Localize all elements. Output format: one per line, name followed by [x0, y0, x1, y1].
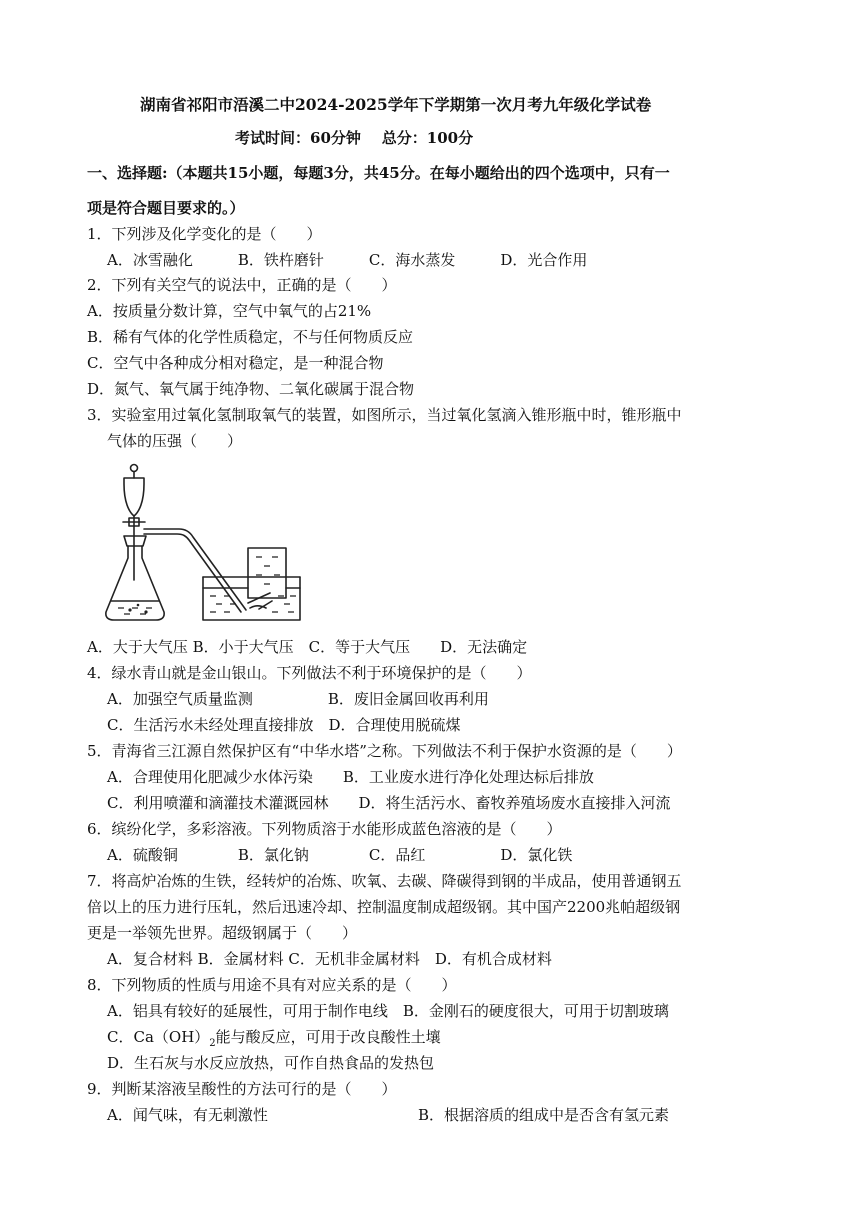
question-7-stem-line3: 更是一举领先世界。超级钢属于（ ）: [87, 924, 358, 942]
question-8-option-c-text: 能与酸反应，可用于改良酸性土壤: [215, 1028, 441, 1046]
question-1-stem: 1．下列涉及化学变化的是（ ）: [87, 225, 322, 243]
question-1-options: A．冰雪融化 B．铁杵磨针 C．海水蒸发 D．光合作用: [107, 251, 588, 269]
question-5-stem: 5．青海省三江源自然保护区有“中华水塔”之称。下列做法不利于保护水资源的是（ ）: [87, 742, 682, 760]
question-7-options: A．复合材料 B．金属材料 C．无机非金属材料 D．有机合成材料: [107, 950, 552, 968]
question-4-stem: 4．绿水青山就是金山银山。下列做法不利于环境保护的是（ ）: [87, 664, 532, 682]
question-4-options-row1: A．加强空气质量监测 B．废旧金属回收再利用: [107, 690, 489, 708]
question-3-stem-line2: 气体的压强（ ）: [107, 432, 243, 450]
question-8-option-c-formula: C．Ca（OH）: [107, 1028, 210, 1046]
question-6-stem: 6．缤纷化学，多彩溶液。下列物质溶于水能形成蓝色溶液的是（ ）: [87, 820, 562, 838]
question-7-stem-line1: 7．将高炉冶炼的生铁，经转炉的冶炼、吹氧、去碳、降碳得到钢的半成品，使用普通钢五: [87, 872, 682, 890]
question-9-stem: 9．判断某溶液呈酸性的方法可行的是（ ）: [87, 1080, 397, 1098]
section-heading-line2: 项是符合题目要求的。）: [87, 199, 245, 217]
question-8-option-c-subscript: 2: [209, 1038, 216, 1049]
question-5-options-row2: C．利用喷灌和滴灌技术灌溉园林 D．将生活污水、畜牧养殖场废水直接排入河流: [107, 794, 671, 812]
question-2-option-b: B．稀有气体的化学性质稳定，不与任何物质反应: [87, 328, 414, 346]
question-8-option-c: [107, 1027, 441, 1054]
question-5-options-row1: A．合理使用化肥减少水体污染 B．工业废水进行净化处理达标后排放: [107, 768, 594, 786]
oxygen-apparatus-diagram: [100, 462, 305, 628]
question-3-options: A．大于大气压 B．小于大气压 C．等于大气压 D．无法确定: [87, 638, 528, 656]
question-8-options-row1: A．铝具有较好的延展性，可用于制作电线 B．金刚石的硬度很大，可用于切割玻璃: [107, 1002, 669, 1020]
question-2-option-a: A．按质量分数计算，空气中氧气的占21%: [87, 302, 372, 320]
question-4-options-row2: C．生活污水未经处理直接排放 D．合理使用脱硫煤: [107, 716, 461, 734]
question-9-option-b: B．根据溶质的组成中是否含有氢元素: [418, 1106, 670, 1124]
exam-info: 考试时间：60分钟 总分：100分: [235, 129, 474, 147]
exam-title: 湖南省祁阳市浯溪二中2024-2025学年下学期第一次月考九年级化学试卷: [140, 95, 652, 114]
question-7-stem-line2: 倍以上的压力进行压轧，然后迅速冷却、控制温度制成超级钢。其中国产2200兆帕超级钢: [87, 898, 681, 916]
question-2-option-d: D．氮气、氧气属于纯净物、二氧化碳属于混合物: [87, 380, 415, 398]
question-3-stem-line1: 3．实验室用过氧化氢制取氧气的装置，如图所示，当过氧化氢滴入锥形瓶中时，锥形瓶中: [87, 406, 682, 424]
question-8-stem: 8．下列物质的性质与用途不具有对应关系的是（ ）: [87, 976, 457, 994]
question-9-option-a: A．闻气味，有无刺激性: [107, 1106, 268, 1124]
question-2-option-c: C．空气中各种成分相对稳定，是一种混合物: [87, 354, 384, 372]
section-heading-line1: 一、选择题:（本题共15小题，每题3分，共45分。在每小题给出的四个选项中，只有一: [87, 164, 670, 182]
question-2-stem: 2．下列有关空气的说法中，正确的是（ ）: [87, 276, 397, 294]
question-8-option-d: D．生石灰与水反应放热，可作自热食品的发热包: [107, 1054, 435, 1072]
question-6-options: A．硫酸铜 B．氯化钠 C．品红 D．氯化铁: [107, 846, 573, 864]
